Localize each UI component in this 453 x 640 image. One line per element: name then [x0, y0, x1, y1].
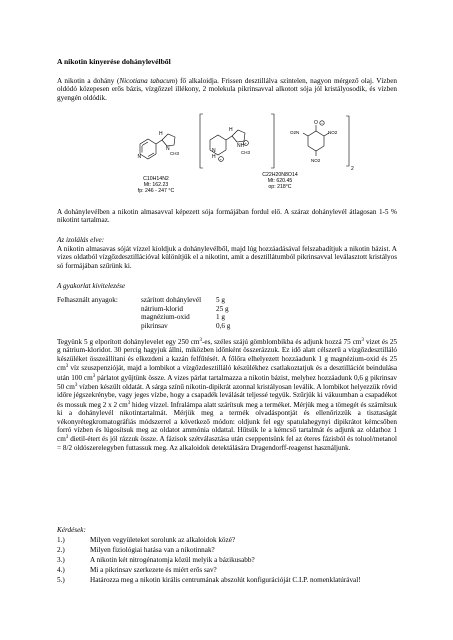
- dipicrate-mw: Mt: 620.45: [267, 178, 293, 185]
- procedure-text: sárga színű nikotin-dipikrát azonnal kristályosan leválik. A lombikot helyezzük rövid időre jégszekrénybe,: [57, 383, 398, 400]
- picrate-count: 2: [351, 166, 354, 172]
- question-text: Határozza meg a nikotin királis centrumának abszolút konfigurációját C.I.P. nomenklatúrával!: [90, 576, 361, 584]
- dipicrate-plus-1: +: [219, 157, 222, 162]
- dipicrate-methyl: CH3: [241, 150, 251, 155]
- dipicrate-pyridinium-h: H: [212, 154, 216, 160]
- question-text: Milyen vegyületeket sorolunk az alkaloidok közé?: [90, 536, 236, 544]
- nicotine-methyl: CH3: [170, 151, 180, 156]
- picrate-o: O: [314, 120, 318, 126]
- occurrence-paragraph: A dohánylevélben a nikotin almasavval képezett sója formájában fordul elő. A száraz dohánylevél átlagosan 1-5 % nikotint tartalmaz.: [57, 208, 397, 225]
- procedure-text: hideg vízzel. Infralámpa alatt szárítsuk meg a terméket. Mérjük meg a tömegét és: [130, 400, 367, 409]
- intro-text-post: ) fő alkaloidja. Frissen desztillálva színtelen, nagyon mérgező olaj. Vízben oldódó közepesen erős bázis, vízgőzzel illékony, 2 molekula pikrinsavval alkotott sója jól kristályosodik, és vízben gyengén oldódik.: [57, 77, 398, 102]
- procedure-text: hozzáadunk 1 g magnézium-oxid és 25 cm: [57, 354, 397, 373]
- picrate-minus: −: [320, 120, 323, 126]
- questions-heading: Kérdések:: [57, 526, 86, 534]
- reagent-amount: 1 g: [216, 313, 225, 322]
- nicotine-h: H: [159, 131, 163, 137]
- question-number: 2.): [57, 546, 65, 554]
- procedure-text: vízben készült oldatát. A: [77, 383, 151, 392]
- dipicrate-formula: C22H20N8O14: [262, 172, 298, 178]
- superscript: 3: [65, 435, 69, 441]
- nicotine-bp: fp: 246 - 247 °C: [137, 188, 175, 195]
- procedure-text: oldószerelegyben futtassuk meg. Az alkaloidok detektálására Dragendorff-reagenst használjunk.: [73, 443, 351, 452]
- reagent-name: nátrium-klorid: [141, 304, 183, 313]
- procedure-text: az oldatot ammónia oldattal. Hűtsük le a kémcső tartalmát és adjunk az oldathoz 1 cm: [57, 426, 397, 444]
- nicotine-mw: Mt: 162.23: [143, 182, 169, 189]
- question-number: 3.): [57, 556, 65, 564]
- superscript: 3: [127, 400, 131, 406]
- superscript: 3: [92, 373, 96, 379]
- species-name: Nicotiana tabacum: [119, 77, 176, 85]
- superscript: 3: [361, 338, 365, 343]
- dipicrate-mp: op: 218°C: [268, 184, 292, 191]
- nicotine-caption: [122, 176, 190, 195]
- reagents-label: Felhasznált anyagok:: [57, 296, 118, 304]
- reagent-name: pikrinsav: [141, 321, 168, 330]
- procedure-text: Tegyünk 5 g elporított dohánylevelet egy 250 cm: [57, 338, 200, 346]
- procedure-text: víz szuszpenzióját, majd a lombikot a vízgőzdesztilláló: [68, 364, 232, 373]
- question-text: A nikotin két nitrogénatomja közül melyik a bázikusabb?: [90, 556, 255, 564]
- procedure-text: rázzuk össze. A fázisok szétválasztása után cseppentsünk fel az éteres fázisból és toluol/metanol = 8/2: [57, 435, 397, 452]
- dipicrate-h: H: [229, 127, 233, 133]
- procedure-text: mossuk meg 2 x 2 cm: [64, 400, 128, 409]
- dipicrate-plus-2: +: [244, 141, 247, 146]
- dipicrate-pyridinium-n: N: [212, 148, 216, 154]
- procedure-text: vizet és 25 g nátrium-kloridot. 30 percig hagyjuk állni, miközben időnként összerázzuk. Ez idő alatt: [57, 338, 398, 355]
- question-number: 4.): [57, 566, 65, 574]
- reagent-amount: 25 g: [216, 304, 229, 313]
- procedure-text: Mérjük meg a termék olvadáspontját és ellenőrizzük a tisztaságát vékonyrétegkromatográfiás módszerrel: [57, 409, 397, 426]
- dipicrate-caption: [240, 172, 320, 191]
- procedure-text: párlat tartalmazza a nikotin bázist, melyhez hozzáadunk 0,6 g pikrinsav 50 cm: [57, 373, 398, 392]
- practice-heading: A gyakorlat kivitelezése: [57, 282, 126, 290]
- picrate-o2n: O2N: [290, 130, 300, 135]
- reagent-name: szárított dohánylevél: [141, 296, 202, 304]
- dipicrate-nh: NH: [237, 143, 245, 149]
- question-number: 1.): [57, 536, 65, 544]
- nicotine-pyridine-n: N: [137, 154, 142, 160]
- page-title: A nikotin kinyerése dohánylevélből: [57, 57, 171, 66]
- superscript: 3: [199, 338, 202, 343]
- procedure-paragraph: [57, 337, 397, 452]
- reagent-name: magnézium-oxid: [141, 313, 190, 322]
- dipicrate-structure: [198, 112, 388, 172]
- intro-paragraph: [57, 77, 397, 102]
- procedure-text: számítsuk ki a dohánylevél nikotintartalmát.: [57, 400, 398, 418]
- isolation-paragraph: A nikotin almasavas sóját vízzel kioldjuk a dohánylevélből, majd lúg hozzáadásával felszabadítjuk a nikotin bázist. A vizes oldatból vízgőzdesztillációval különítjük el a nikotint, amit a desztillátumból pikrinsavval leválasztott kristályos só formájában szűrünk ki.: [57, 245, 397, 270]
- superscript: 3: [74, 383, 78, 389]
- procedure-text: célszerű a vízgőzdesztilláló készüléket összeállítani és elkezdeni a kazán felfűtését. A főlőra elhelyezett: [57, 346, 398, 363]
- picrate-no2-right: NO2: [328, 130, 338, 135]
- procedure-text: dietil-étert és jól: [68, 435, 118, 444]
- reagent-amount: 5 g: [216, 296, 225, 304]
- question-text: Mi a pikrinsav szerkezete és miért erős sav?: [90, 566, 217, 574]
- procedure-text: párlatot gyűjtünk össze. A vizes: [95, 373, 189, 382]
- nicotine-pyrrolidine-n: N: [166, 146, 170, 152]
- picrate-no2-bottom: NO2: [311, 158, 321, 163]
- superscript: 3: [65, 364, 69, 370]
- question-text: Milyen fiziológiai hatása van a nikotinnak?: [90, 546, 215, 554]
- nicotine-structure: [128, 122, 188, 172]
- procedure-text: készülékhez csatlakoztatjuk és a desztillációt beindulása után 100 cm: [57, 364, 398, 382]
- procedure-text: a következő módon: oldjunk fel egy spatulahegynyi dipikrátot kémcsőben forró vízben és lúgosítsuk meg: [57, 417, 397, 435]
- nicotine-formula: C10H14N2: [143, 176, 169, 182]
- procedure-text: vagy jeges vízbe, hogy a csapadék leválását teljessé tegyük. Szűrjük ki vákuumban a csapadékot és: [57, 391, 397, 409]
- isolation-heading: Az izolálás elve:: [57, 236, 105, 244]
- question-number: 5.): [57, 576, 65, 584]
- procedure-text: -es, széles szájú gömblombikba és adjunk hozzá 75 cm: [202, 338, 362, 346]
- reagent-amount: 0,6 g: [216, 321, 231, 330]
- intro-text-pre: A nikotin a dohány (: [57, 77, 120, 85]
